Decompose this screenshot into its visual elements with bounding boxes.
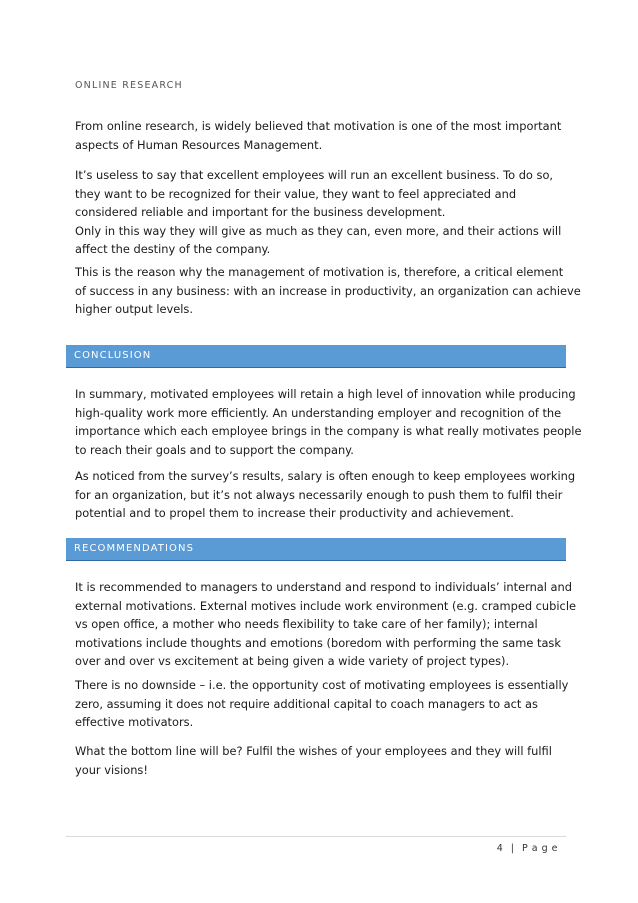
text-line: your visions! <box>75 762 148 777</box>
text-line: It’s useless to say that excellent employees will run an excellent business. To do so, <box>75 168 554 182</box>
paragraph <box>75 263 581 319</box>
paragraph <box>75 385 582 459</box>
footer-separator: | <box>510 843 515 854</box>
text-line: for an organization, but it’s not always necessarily enough to push them to fulfil their <box>75 487 563 502</box>
paragraph <box>75 676 569 732</box>
text-line: external motivations. External motives include work environment (e.g. cramped cubicle <box>75 598 576 613</box>
paragraph <box>75 467 576 523</box>
text-line: This is the reason why the management of motivation is, therefore, a critical element <box>75 265 564 279</box>
section-heading-conclusion: CONCLUSION <box>74 350 152 361</box>
paragraph <box>75 578 576 671</box>
text-line: considered reliable and important for the business development. <box>75 205 446 219</box>
page-label: P a g e <box>522 843 558 854</box>
footer-divider <box>66 836 566 837</box>
text-line: effective motivators. <box>75 715 194 729</box>
text-line: Only in this way they will give as much as they can, even more, and their actions will <box>75 223 562 238</box>
text-line: of success in any business: with an increase in productivity, an organization can achieve <box>75 283 581 298</box>
text-line: over and over vs excitement at being given a wide variety of project types). <box>75 654 510 668</box>
text-line: affect the destiny of the company. <box>75 242 271 256</box>
text-line: potential and to propel them to increase their productivity and achievement. <box>75 506 514 520</box>
text-line: In summary, motivated employees will retain a high level of innovation while producing <box>75 387 576 401</box>
page-number: 4 <box>496 843 504 854</box>
text-line: importance which each employee brings in the company is what really motivates people <box>75 424 582 438</box>
text-line: vs open office, a mother who needs flexibility to take care of her family); internal <box>75 617 538 631</box>
text-line: they want to be recognized for their value, they want to feel appreciated and <box>75 186 517 201</box>
text-line: From online research, is widely believed that motivation is one of the most important <box>75 119 562 133</box>
text-line: motivations include thoughts and emotions (boredom with performing the same task <box>75 635 561 650</box>
text-line: It is recommended to managers to understand and respond to individuals’ internal and <box>75 580 572 594</box>
text-line: high-quality work more efficiently. An understanding employer and recognition of the <box>75 405 562 420</box>
text-line: zero, assuming it does not require additional capital to coach managers to act as <box>75 696 538 711</box>
text-line: As noticed from the survey’s results, salary is often enough to keep employees working <box>75 469 576 483</box>
paragraph <box>75 117 565 154</box>
section-heading-bar-recommendations <box>66 538 566 561</box>
section-heading-online-research: ONLINE RESEARCH <box>75 80 183 91</box>
text-line: to reach their goals and to support the company. <box>75 442 354 457</box>
section-heading-bar-conclusion <box>66 345 566 368</box>
paragraph <box>75 166 565 259</box>
text-line: higher output levels. <box>75 302 193 316</box>
paragraph <box>75 742 565 779</box>
section-heading-recommendations: RECOMMENDATIONS <box>74 543 195 554</box>
page-footer <box>497 843 558 854</box>
text-line: There is no downside – i.e. the opportunity cost of motivating employees is essentially <box>75 678 569 692</box>
text-line: aspects of Human Resources Management. <box>75 137 323 152</box>
text-line: What the bottom line will be? Fulfil the wishes of your employees and they will fulfil <box>75 744 552 758</box>
